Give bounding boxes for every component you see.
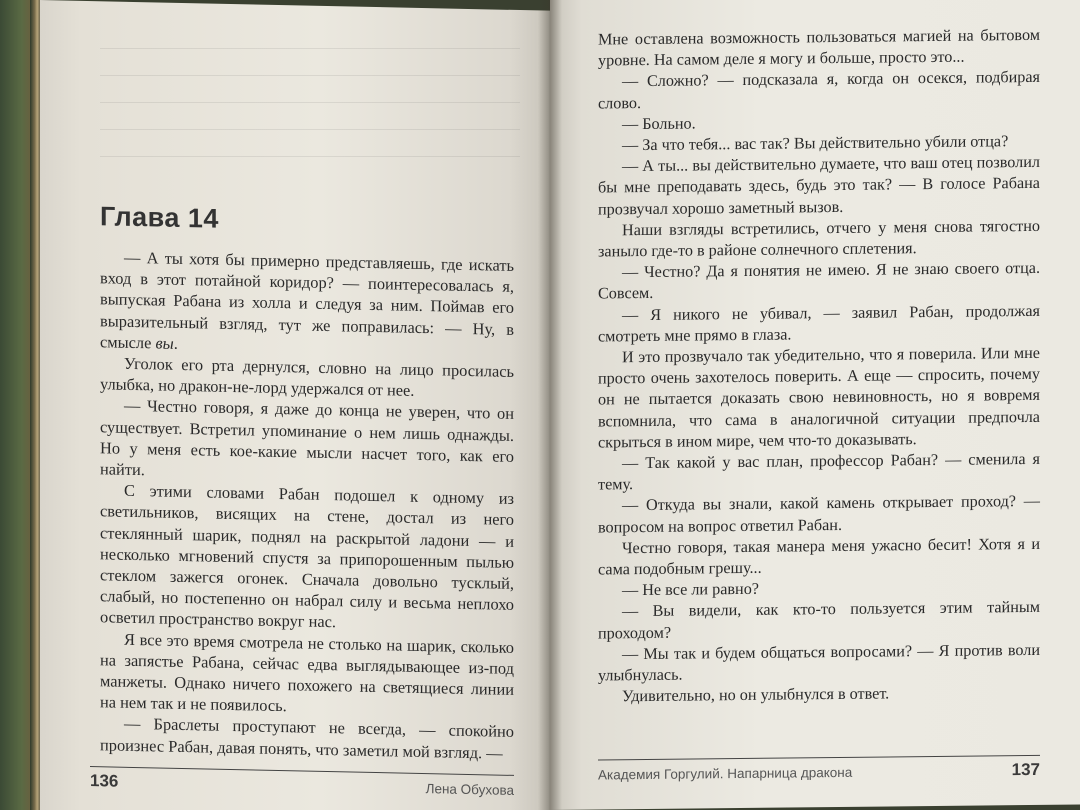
paragraph: — Больно. bbox=[622, 114, 696, 134]
emphasis-text: вы bbox=[155, 333, 174, 353]
left-page-footer bbox=[40, 765, 550, 801]
paragraph: И это прозвучало так убедительно, что я поверила. Или мне просто очень захотелось поверить. А еще — спросить, почему он не пытается доказать свою невиновность, но я вовремя вспомнила, что сама в аналогичной ситуации предпочла скрыться в ином мире, чем что-то доказывать. bbox=[598, 343, 1040, 452]
right-page-body bbox=[598, 25, 1040, 708]
title-running-head: Академия Горгулий. Напарница дракона bbox=[598, 764, 853, 783]
paragraph: Уголок его рта дернулся, словно на лицо просилась улыбка, но дракон-не-лорд удержался от нее. bbox=[100, 353, 514, 401]
paragraph: — Честно говоря, я даже до конца не уверен, что он существует. Встретил упоминание о нем лишь однажды. Но у меня есть кое-какие мысли насчет того, как его найти. bbox=[100, 396, 514, 480]
paragraph: — Так какой у вас план, профессор Рабан? — сменила я тему. bbox=[598, 449, 1040, 494]
paragraph: — Я никого не убивал, — заявил Рабан, продолжая смотреть мне прямо в глаза. bbox=[598, 301, 1040, 346]
author-running-head: Лена Обухова bbox=[425, 781, 514, 798]
book-gutter bbox=[538, 0, 562, 810]
paragraph: — Честно? Да я понятия не имею. Я не знаю своего отца. Совсем. bbox=[598, 259, 1040, 303]
page-number: 137 bbox=[1011, 759, 1040, 780]
chapter-title: Глава 14 bbox=[100, 201, 219, 234]
paragraph: — А ты хотя бы примерно представляешь, где искать вход в этот потайной коридор? — поинтересовалась я, выпуская Рабана из холла и следуя за ним. Поймав его выразительный взгляд, тут же поправилась: — Ну, в смысле вы. bbox=[100, 247, 514, 353]
paragraph: — Мы так и будем общаться вопросами? — Я против воли улыбнулась. bbox=[598, 640, 1040, 685]
paragraph: Удивительно, но он улыбнулся в ответ. bbox=[622, 684, 890, 706]
paragraph: Честно говоря, такая манера меня ужасно бесит! Хотя я и сама подобным грешу... bbox=[598, 534, 1040, 579]
paragraph: — Откуда вы знали, какой камень открывает проход? — вопросом на вопрос ответил Рабан. bbox=[598, 492, 1040, 537]
paragraph: — А ты... вы действительно думаете, что ваш отец позволил бы мне преподавать здесь, будь это так? — В голосе Рабана прозвучал хорошо заметный вызов. bbox=[598, 153, 1040, 219]
paragraph: — Браслеты проступают не всегда, — спокойно произнес Рабан, давая понять, что заметил мой взгляд. — bbox=[100, 714, 514, 763]
paragraph: С этими словами Рабан подошел к одному из светильников, висящих на стене, достал из него стеклянный шарик, поднял на раскрытой ладони — и несколько мгновений спустя за припорошенным пылью стеклом зажегся огонек. Сначала довольно тусклый, слабый, но постепенно он набрал силу и весьма неплохо осветил пространство вокруг нас. bbox=[100, 480, 514, 632]
paragraph: — Сложно? — подсказала я, когда он осекся, подбирая слово. bbox=[598, 68, 1040, 113]
paragraph: Наши взгляды встретились, отчего у меня снова тягостно заныло где-то в районе солнечного сплетения. bbox=[598, 216, 1040, 261]
show-through-text bbox=[100, 30, 520, 160]
page-number: 136 bbox=[90, 771, 119, 791]
paragraph: — Вы видели, как кто-то пользуется этим тайным проходом? bbox=[598, 598, 1040, 643]
right-page bbox=[550, 0, 1080, 810]
paragraph: — Не все ли равно? bbox=[622, 580, 759, 600]
paragraph: — За что тебя... вас так? Вы действительно убили отца? bbox=[622, 132, 1009, 155]
right-page-footer bbox=[550, 754, 1080, 785]
paragraph: Мне оставлена возможность пользоваться магией на бытовом уровне. На самом деле я могу и больше, просто это... bbox=[598, 25, 1040, 70]
left-page-body bbox=[100, 246, 514, 764]
paragraph: Я все это время смотрела не столько на шарик, сколько на запястье Рабана, сейчас едва выглядывающее из-под манжеты. Однако ничего похожего на светящиеся линии на нем так и не появилось. bbox=[100, 629, 514, 716]
